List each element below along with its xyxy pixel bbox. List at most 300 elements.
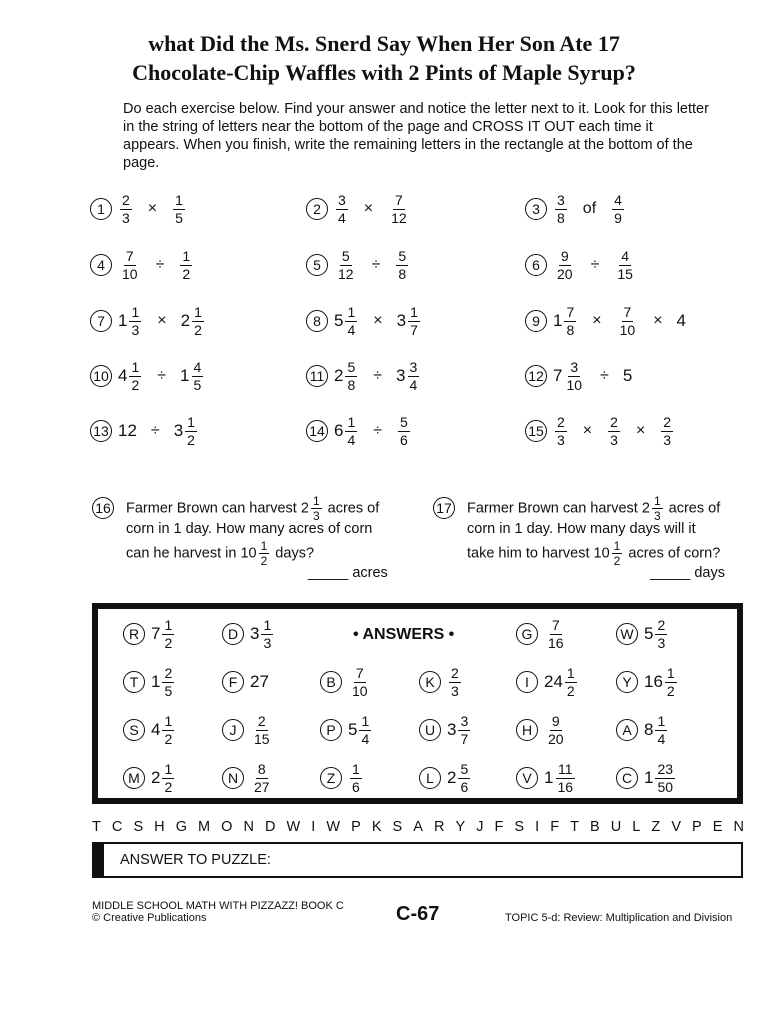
numerator: 1 [653,494,661,508]
letter-string [92,819,744,835]
numerator: 4 [614,191,622,208]
denominator: 2 [613,554,621,568]
denominator: 4 [361,730,370,747]
puzzle-title-line-2: Chocolate-Chip Waffles with 2 Pints of Maple Syrup? [132,60,636,85]
numerator: 1 [352,760,360,777]
operator: ÷ [155,256,165,273]
whole-number: 1 [544,768,554,787]
answer-letter: V [516,767,538,789]
answer-letter: L [419,767,441,789]
denominator: 50 [657,778,674,795]
mixed-number [396,360,421,393]
answer-blank-17[interactable]: _____ days [650,565,725,581]
numerator: 7 [566,303,575,320]
exercise-number: 7 [90,310,112,332]
denominator: 9 [614,209,622,226]
operator: ÷ [373,367,383,384]
exercise-2 [306,187,411,231]
mixed-number [613,249,637,282]
denominator: 6 [352,778,360,795]
mixed-number [181,305,206,338]
fraction [618,305,638,338]
denominator: 2 [182,265,191,282]
mixed-number [610,193,626,226]
text: acres of [664,500,721,517]
whole-number: 1 [151,672,161,691]
denominator: 4 [657,730,666,747]
string-letter: F [550,819,560,835]
fraction [408,305,420,338]
exercise-number: 10 [90,365,112,387]
answer-M [123,758,176,798]
fraction [162,714,174,747]
string-letter: U [610,819,622,835]
denominator: 4 [347,321,356,338]
whole-number: 27 [250,672,269,691]
numerator: 1 [164,616,173,633]
denominator: 5 [193,376,202,393]
mixed-number [616,305,640,338]
whole-number: 8 [644,720,654,739]
fraction [345,305,357,338]
answer-letter: J [222,719,244,741]
string-letter: E [712,819,723,835]
numerator: 1 [657,712,666,729]
answer-letter: S [123,719,145,741]
fraction [615,249,635,282]
operator: of [582,200,597,217]
numerator: 1 [131,303,140,320]
fraction [608,415,620,448]
denominator: 12 [338,265,354,282]
answer-A [616,710,669,750]
whole-number: 3 [250,624,260,643]
numerator: 5 [398,247,407,264]
numerator: 11 [557,760,573,777]
denominator: 2 [194,321,202,338]
fraction [120,193,132,226]
mixed-number [334,415,359,448]
exercise-8 [306,299,422,343]
denominator: 3 [657,634,666,651]
denominator: 15 [254,730,270,747]
mixed-number [118,305,143,338]
exercise-4 [90,243,194,287]
numerator: 1 [131,358,140,375]
answer-letter: U [419,719,441,741]
mixed-number [397,305,422,338]
exercise-11 [306,354,421,398]
numerator: 1 [566,664,575,681]
answer-H [516,710,568,750]
numerator: 3 [570,358,579,375]
fraction [546,618,566,651]
denominator: 10 [352,682,368,699]
whole-number: 2 [334,366,344,385]
answer-letter: W [616,623,638,645]
denominator: 4 [338,209,346,226]
whole-number: 4 [151,720,161,739]
string-letter: S [392,819,403,835]
whole-number: 2 [151,768,161,787]
mixed-number [118,249,142,282]
string-letter: C [111,819,123,835]
operator: ÷ [600,367,609,384]
numerator: 3 [338,191,346,208]
numerator: 1 [347,303,356,320]
fraction [185,415,197,448]
answer-letter: K [419,671,441,693]
denominator: 8 [347,376,356,393]
exercise-number: 2 [306,198,328,220]
exercise-5 [306,243,410,287]
denominator: 8 [398,265,407,282]
operator: × [157,312,167,329]
denominator: 7 [410,321,418,338]
fraction [612,540,623,567]
fraction [192,360,204,393]
answer-Z [320,758,364,798]
fraction [261,618,273,651]
denominator: 15 [617,265,633,282]
numerator: 3 [557,191,565,208]
numerator: 1 [263,616,272,633]
fraction [162,618,174,651]
string-letter: P [692,819,702,835]
operator: ÷ [371,256,381,273]
string-letter: N [733,819,744,835]
fraction [661,415,673,448]
fraction [449,666,461,699]
mixed-number [553,249,577,282]
exercise-number: 4 [90,254,112,276]
whole-number: 7 [151,624,161,643]
string-letter: F [494,819,504,835]
fraction [336,193,348,226]
numerator: 1 [312,494,320,508]
string-letter: B [590,819,600,835]
mixed-number [174,415,199,448]
numerator: 4 [193,358,202,375]
answer-W [616,614,669,654]
fraction [345,415,357,448]
string-letter: I [311,819,316,835]
numerator: 1 [260,539,268,553]
operator: ÷ [590,256,600,273]
page-number: C-67 [396,903,440,925]
text: can he harvest in 10 [126,545,257,562]
numerator: 7 [551,616,560,633]
answer-letter: R [123,623,145,645]
fraction [345,360,357,393]
denominator: 4 [347,431,356,448]
operator: × [373,312,383,329]
exercise-number: 9 [525,310,547,332]
puzzle-title-line-1: what Did the Ms. Snerd Say When Her Son Ate 17 [148,31,620,56]
answer-letter: Y [616,671,638,693]
numerator: 1 [361,712,370,729]
exercise-9 [525,299,686,343]
fraction [162,762,174,795]
denominator: 3 [263,634,272,651]
denominator: 2 [666,682,675,699]
whole-number: 1 [553,311,563,330]
string-letter: Y [455,819,466,835]
answer-F [222,662,269,702]
fraction [129,305,141,338]
whole-number: 2 [447,768,457,787]
problem-16-line-2: corn in 1 day. How many acres of corn [126,521,373,537]
denominator: 2 [164,634,173,651]
whole-number: 1 [180,366,190,385]
numerator: 2 [122,191,130,208]
answer-letter: T [123,671,145,693]
numerator: 3 [409,358,418,375]
mixed-number [118,193,134,226]
answer-letter: H [516,719,538,741]
exercise-3 [525,187,626,231]
whole-number: 3 [396,311,407,330]
numerator: 1 [194,303,202,320]
fraction [350,666,370,699]
denominator: 2 [187,431,195,448]
exercise-7 [90,299,206,343]
numerator: 5 [341,247,350,264]
answers-title: • ANSWERS • [353,626,455,643]
whole-number: 16 [644,672,663,691]
mixed-number [553,305,578,338]
mixed-number [553,360,586,393]
numerator: 4 [621,247,630,264]
answer-letter: A [616,719,638,741]
denominator: 2 [260,554,268,568]
fraction [252,714,272,747]
fraction [389,193,409,226]
denominator: 2 [566,682,575,699]
string-letter: J [476,819,484,835]
fraction [564,305,576,338]
footer-publisher: © Creative Publications [92,912,207,924]
whole-number: 24 [544,672,563,691]
answer-letter: P [320,719,342,741]
answer-N [222,758,274,798]
answer-L [419,758,472,798]
whole-number: 6 [334,421,344,440]
exercise-number: 6 [525,254,547,276]
answer-J [222,710,274,750]
denominator: 2 [164,730,173,747]
answer-C [616,758,677,798]
text: Farmer Brown can harvest 2 [467,500,650,517]
string-letter: S [514,819,525,835]
operator: ÷ [157,367,167,384]
whole-number: 5 [644,624,654,643]
denominator: 16 [557,778,574,795]
fraction [396,249,408,282]
numerator: 2 [657,616,666,633]
denominator: 4 [409,376,418,393]
denominator: 12 [391,209,407,226]
exercise-number: 5 [306,254,328,276]
exercise-1 [90,187,187,231]
exercise-number: 11 [306,365,328,387]
fraction [555,249,575,282]
denominator: 6 [460,778,469,795]
denominator: 20 [557,265,573,282]
exercise-14 [306,409,412,453]
numerator: 2 [610,413,618,430]
whole-number: 3 [447,720,457,739]
numerator: 7 [355,664,364,681]
answer-letter: B [320,671,342,693]
fraction [336,249,356,282]
string-letter: N [243,819,254,835]
fraction [612,193,624,226]
string-letter: H [154,819,165,835]
numerator: 5 [347,358,356,375]
answer-to-puzzle-label: ANSWER TO PUZZLE: [120,852,271,868]
denominator: 3 [131,321,140,338]
denominator: 3 [663,431,672,448]
numerator: 1 [347,413,356,430]
mixed-number [396,415,412,448]
string-letter: R [433,819,445,835]
whole-number: 5 [348,720,358,739]
numerator: 2 [557,413,565,430]
numerator: 8 [257,760,266,777]
string-letter: W [286,819,301,835]
whole-number: 1 [118,311,128,330]
exercise-12 [525,354,632,398]
answer-V [516,758,577,798]
numerator: 1 [187,413,195,430]
numerator: 1 [613,539,621,553]
fraction [408,360,420,393]
numerator: 9 [560,247,569,264]
answer-U [419,710,472,750]
fraction [655,714,667,747]
fraction [120,249,140,282]
whole-number: 1 [644,768,654,787]
denominator: 7 [460,730,469,747]
answer-letter: N [222,767,244,789]
operator: × [363,200,374,217]
numerator: 1 [410,303,418,320]
denominator: 10 [619,321,636,338]
problem-17-line-2: corn in 1 day. How many days will it [467,521,696,537]
instructions: Do each exercise below. Find your answer and notice the letter next to it. Look for this letter in the string of letters near the bottom of the page and CROSS IT OUT each time it appears. When you finish, write the remaining letters in the rectangle at the bottom of the page. [123,101,709,171]
fraction [565,666,577,699]
mixed-number [394,249,410,282]
fraction [162,666,174,699]
string-letter: K [371,819,382,835]
fraction [655,762,675,795]
fraction [655,618,667,651]
whole-number: 5 [334,311,344,330]
numerator: 3 [460,712,469,729]
fraction [129,360,141,393]
mixed-number [334,249,358,282]
exercise-number: 8 [306,310,328,332]
denominator: 5 [164,682,173,699]
fraction [192,305,204,338]
denominator: 3 [653,509,661,523]
fraction [180,249,192,282]
string-letter: T [92,819,101,835]
operator: × [592,312,602,329]
numerator: 2 [164,664,173,681]
exercise-number: 14 [306,420,328,442]
denominator: 3 [610,431,618,448]
text: acres of corn? [624,545,721,562]
answer-letter: G [516,623,538,645]
string-letter: I [535,819,540,835]
mixed-number [334,305,359,338]
fraction [665,666,677,699]
mixed-number [178,249,194,282]
answer-letter: I [516,671,538,693]
denominator: 3 [312,509,320,523]
string-letter: V [671,819,681,835]
text: Farmer Brown can harvest 2 [126,500,309,517]
numerator: 2 [451,664,459,681]
numerator: 5 [460,760,469,777]
answer-letter: C [616,767,638,789]
answer-to-puzzle-box[interactable] [92,842,743,878]
mixed-number [553,193,569,226]
denominator: 2 [131,376,140,393]
numerator: 2 [663,413,672,430]
whole-number: 3 [173,421,184,440]
operator: × [635,422,646,439]
numerator: 1 [164,760,173,777]
fraction [546,714,566,747]
fraction [350,762,362,795]
answer-letter: D [222,623,244,645]
string-letter: S [133,819,144,835]
exercise-15 [525,409,675,453]
numerator: 7 [125,247,134,264]
fraction [359,714,371,747]
denominator: 5 [175,209,183,226]
answer-P [320,710,373,750]
answer-letter: Z [320,767,342,789]
denominator: 10 [122,265,138,282]
string-letter: L [632,819,641,835]
problem-16-line-3 [126,540,314,567]
string-letter: A [413,819,423,835]
mixed-number [180,360,205,393]
denominator: 16 [548,634,564,651]
denominator: 20 [548,730,564,747]
fraction [564,360,584,393]
numerator: 7 [623,303,632,320]
numerator: 9 [551,712,560,729]
text: take him to harvest 10 [467,545,610,562]
answer-blank-16[interactable]: _____ acres [308,565,388,581]
numerator: 23 [657,760,674,777]
operator: × [582,422,593,439]
whole-number: 3 [396,366,406,385]
string-letter: D [265,819,276,835]
whole-number: 2 [180,311,191,330]
answer-letter: M [123,767,145,789]
denominator: 8 [557,209,565,226]
fraction [259,540,270,567]
mixed-number [334,360,359,393]
fraction [458,762,470,795]
exercise-13 [90,409,199,453]
